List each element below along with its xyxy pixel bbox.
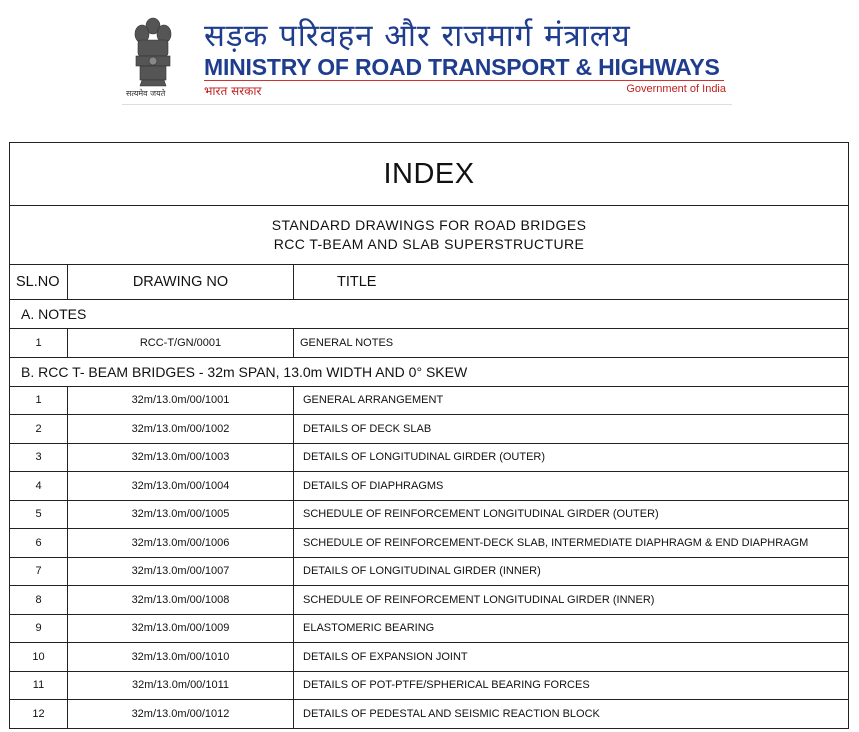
row-sl: 9 <box>10 614 68 643</box>
ministry-title-hindi: सड़क परिवहन और राजमार्ग मंत्रालय <box>204 18 631 54</box>
table-row <box>10 643 849 672</box>
row-sl: 1 <box>10 386 68 415</box>
row-sl: 7 <box>10 557 68 586</box>
government-label-english: Government of India <box>626 83 726 95</box>
table-row <box>10 671 849 700</box>
table-row <box>10 443 849 472</box>
row-title: DETAILS OF DECK SLAB <box>294 415 849 444</box>
table-row <box>10 614 849 643</box>
row-drawing-no: 32m/13.0m/00/1009 <box>68 614 294 643</box>
row-title: SCHEDULE OF REINFORCEMENT-DECK SLAB, INTERMEDIATE DIAPHRAGM & END DIAPHRAGM <box>294 529 849 558</box>
row-title: ELASTOMERIC BEARING <box>294 614 849 643</box>
row-sl: 11 <box>10 671 68 700</box>
row-drawing-no: 32m/13.0m/00/1006 <box>68 529 294 558</box>
table-row <box>10 329 849 358</box>
section-heading-t-beam: B. RCC T- BEAM BRIDGES - 32m SPAN, 13.0m WIDTH AND 0° SKEW <box>10 357 849 386</box>
index-table <box>9 142 849 729</box>
table-row <box>10 700 849 729</box>
row-title: DETAILS OF LONGITUDINAL GIRDER (OUTER) <box>294 443 849 472</box>
row-sl: 5 <box>10 500 68 529</box>
row-title: DETAILS OF DIAPHRAGMS <box>294 472 849 501</box>
column-header-drawing: DRAWING NO <box>68 265 294 300</box>
row-drawing-no: RCC-T/GN/0001 <box>68 329 294 358</box>
row-drawing-no: 32m/13.0m/00/1001 <box>68 386 294 415</box>
row-drawing-no: 32m/13.0m/00/1010 <box>68 643 294 672</box>
row-sl: 4 <box>10 472 68 501</box>
column-header-row <box>10 265 849 300</box>
table-row <box>10 500 849 529</box>
row-title: SCHEDULE OF REINFORCEMENT LONGITUDINAL GIRDER (OUTER) <box>294 500 849 529</box>
table-row <box>10 557 849 586</box>
table-row <box>10 386 849 415</box>
table-row <box>10 472 849 501</box>
subtitle-line-2: RCC T-BEAM AND SLAB SUPERSTRUCTURE <box>273 236 585 252</box>
row-drawing-no: 32m/13.0m/00/1004 <box>68 472 294 501</box>
row-title: DETAILS OF PEDESTAL AND SEISMIC REACTION BLOCK <box>294 700 849 729</box>
row-sl: 12 <box>10 700 68 729</box>
section-heading-notes: A. NOTES <box>10 300 849 329</box>
row-title: GENERAL NOTES <box>294 329 849 358</box>
emblem-motto: सत्यमेव जयते <box>126 89 166 98</box>
row-title: SCHEDULE OF REINFORCEMENT LONGITUDINAL GIRDER (INNER) <box>294 586 849 615</box>
row-title: DETAILS OF EXPANSION JOINT <box>294 643 849 672</box>
row-sl: 10 <box>10 643 68 672</box>
row-sl: 6 <box>10 529 68 558</box>
header-divider <box>204 80 724 81</box>
row-sl: 3 <box>10 443 68 472</box>
row-drawing-no: 32m/13.0m/00/1011 <box>68 671 294 700</box>
index-title: INDEX <box>10 143 849 206</box>
table-row <box>10 586 849 615</box>
row-drawing-no: 32m/13.0m/00/1007 <box>68 557 294 586</box>
ministry-title-english: MINISTRY OF ROAD TRANSPORT & HIGHWAYS <box>204 54 720 80</box>
row-sl: 1 <box>10 329 68 358</box>
row-drawing-no: 32m/13.0m/00/1003 <box>68 443 294 472</box>
row-drawing-no: 32m/13.0m/00/1012 <box>68 700 294 729</box>
row-title: DETAILS OF LONGITUDINAL GIRDER (INNER) <box>294 557 849 586</box>
subtitle-line-1: STANDARD DRAWINGS FOR ROAD BRIDGES <box>271 217 587 233</box>
index-subtitle <box>10 206 849 265</box>
row-drawing-no: 32m/13.0m/00/1002 <box>68 415 294 444</box>
row-sl: 2 <box>10 415 68 444</box>
column-header-title: TITLE <box>294 265 849 300</box>
table-row <box>10 415 849 444</box>
ministry-header <box>122 8 732 104</box>
row-drawing-no: 32m/13.0m/00/1008 <box>68 586 294 615</box>
row-title: GENERAL ARRANGEMENT <box>294 386 849 415</box>
national-emblem-icon <box>130 14 176 90</box>
column-header-sl: SL.NO <box>10 265 68 300</box>
row-sl: 8 <box>10 586 68 615</box>
header-rule <box>122 104 732 105</box>
table-row <box>10 529 849 558</box>
row-title: DETAILS OF POT-PTFE/SPHERICAL BEARING FORCES <box>294 671 849 700</box>
government-label-hindi: भारत सरकार <box>204 84 262 98</box>
row-drawing-no: 32m/13.0m/00/1005 <box>68 500 294 529</box>
